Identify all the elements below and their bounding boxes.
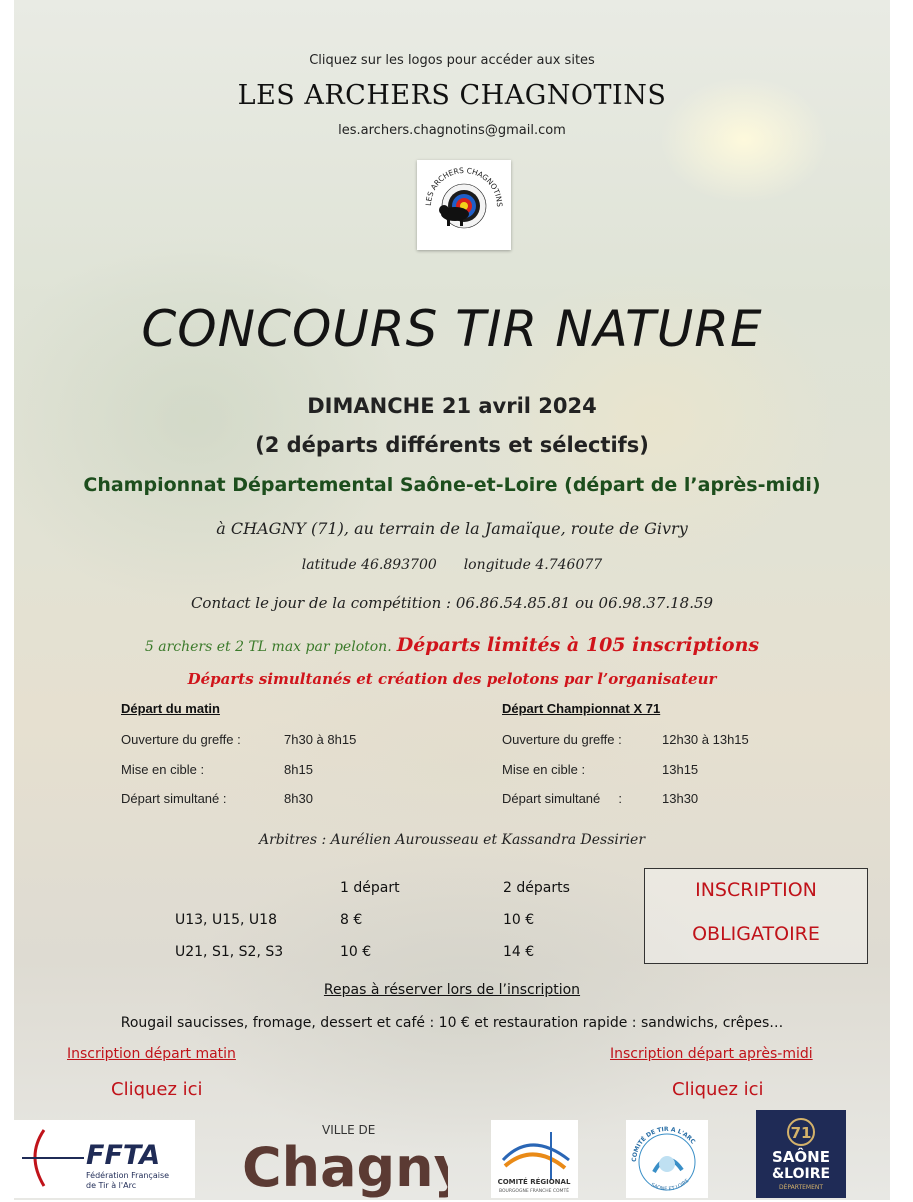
event-subtitle: (2 départs différents et sélectifs)	[255, 433, 649, 457]
archers-target-icon	[417, 160, 511, 250]
saone-loire-num: 71	[790, 1124, 812, 1142]
saone-loire-line: DÉPARTEMENT	[778, 1184, 824, 1191]
comite-regional-name: COMITÉ RÉGIONAL	[497, 1178, 571, 1186]
meal-title: Repas à réserver lors de l’inscription	[323, 982, 581, 998]
saone-loire-line: &LOIRE	[771, 1166, 831, 1182]
price-category: U13, U15, U18	[175, 912, 277, 928]
logo-hint: Cliquez sur les logos pour accéder aux sites	[309, 53, 595, 68]
event-coordinates	[14, 557, 890, 573]
afternoon-click-here-link[interactable]: Cliquez ici	[672, 1079, 764, 1100]
price-two: 10 €	[503, 912, 535, 928]
schedule-value: 7h30 à 8h15	[284, 732, 357, 747]
schedule-label: Mise en cible :	[121, 762, 205, 777]
schedule-value: 8h15	[284, 762, 313, 777]
comite-tir-logo[interactable]	[626, 1120, 708, 1198]
peloton-rule: 5 archers et 2 TL max par peloton.	[144, 639, 392, 655]
schedule-value: 8h30	[284, 791, 313, 806]
poster-background	[14, 0, 890, 1200]
longitude: longitude 4.746077	[463, 557, 603, 573]
club-logo[interactable]	[417, 160, 511, 250]
comite-tir-sub: SAONE ET LOIRE	[649, 1178, 691, 1193]
event-title: CONCOURS TIR NATURE	[141, 300, 763, 358]
club-logo-text: LES ARCHERS CHAGNOTINS	[423, 165, 505, 208]
comite-regional-logo[interactable]	[491, 1120, 578, 1198]
comite-regional-icon	[491, 1120, 578, 1198]
price-one: 8 €	[340, 912, 363, 928]
event-contact: Contact le jour de la compétition : 06.86.54.85.81 ou 06.98.37.18.59	[190, 594, 714, 612]
club-name: LES ARCHERS CHAGNOTINS	[237, 80, 667, 111]
club-email: les.archers.chagnotins@gmail.com	[338, 123, 566, 138]
schedule-label: Ouverture du greffe :	[121, 732, 241, 747]
morning-registration-link[interactable]: Inscription départ matin	[67, 1046, 236, 1062]
peloton-line	[14, 634, 890, 656]
afternoon-schedule-title: Départ Championnat X 71	[502, 701, 661, 716]
schedule-label: Départ simultané :	[502, 791, 622, 806]
simultaneous-note: Départs simultanés et création des pelotons par l’organisateur	[187, 670, 717, 688]
event-championship: Championnat Départemental Saône-et-Loire (départ de l’après-midi)	[83, 474, 821, 496]
schedule-label: Départ simultané :	[121, 791, 227, 806]
comite-tir-icon	[626, 1120, 708, 1198]
ffta-sub: de Tir à l'Arc	[86, 1181, 137, 1190]
schedule-value: 13h30	[662, 791, 699, 806]
chagny-top: VILLE DE	[322, 1123, 376, 1137]
meal-description: Rougail saucisses, fromage, dessert et café : 10 € et restauration rapide : sandwichs, crêpes…	[120, 1015, 784, 1031]
price-category: U21, S1, S2, S3	[175, 944, 284, 960]
chagny-wordmark	[238, 1120, 448, 1198]
price-two: 14 €	[503, 944, 535, 960]
price-col-two: 2 départs	[503, 880, 570, 896]
inscription-line: OBLIGATOIRE	[692, 923, 820, 945]
ffta-sub: Fédération Française	[86, 1171, 170, 1180]
saone-loire-logo[interactable]	[756, 1110, 846, 1198]
ffta-name: FFTA	[86, 1140, 161, 1171]
ffta-logo[interactable]	[14, 1120, 195, 1198]
registration-limit: Départs limités à 105 inscriptions	[396, 634, 760, 656]
schedule-label: Mise en cible :	[502, 762, 586, 777]
morning-click-here-link[interactable]: Cliquez ici	[111, 1079, 203, 1100]
schedule-value: 12h30 à 13h15	[662, 732, 749, 747]
schedule-value: 13h15	[662, 762, 699, 777]
saone-loire-line: SAÔNE	[772, 1148, 830, 1166]
comite-regional-sub: BOURGOGNE FRANCHE COMTÉ	[498, 1189, 570, 1194]
event-place: à CHAGNY (71), au terrain de la Jamaïque, route de Givry	[216, 519, 688, 538]
price-one: 10 €	[340, 944, 372, 960]
chagny-name: Chagny	[242, 1136, 448, 1198]
price-col-one: 1 départ	[340, 880, 400, 896]
schedule-label: Ouverture du greffe :	[502, 732, 622, 747]
chagny-logo[interactable]	[238, 1120, 448, 1198]
referees: Arbitres : Aurélien Aurousseau et Kassandra Dessirier	[258, 832, 646, 848]
morning-schedule-title: Départ du matin	[121, 701, 220, 716]
inscription-line: INSCRIPTION	[695, 879, 817, 901]
inscription-box	[644, 868, 868, 964]
saone-loire-icon	[756, 1110, 846, 1198]
event-date: DIMANCHE 21 avril 2024	[307, 394, 597, 418]
afternoon-registration-link[interactable]: Inscription départ après-midi	[610, 1046, 813, 1062]
latitude: latitude 46.893700	[301, 557, 437, 573]
comite-tir-arc: COMITÉ DE TIR A L'ARC	[630, 1125, 697, 1163]
ffta-arrow-icon	[14, 1120, 195, 1198]
